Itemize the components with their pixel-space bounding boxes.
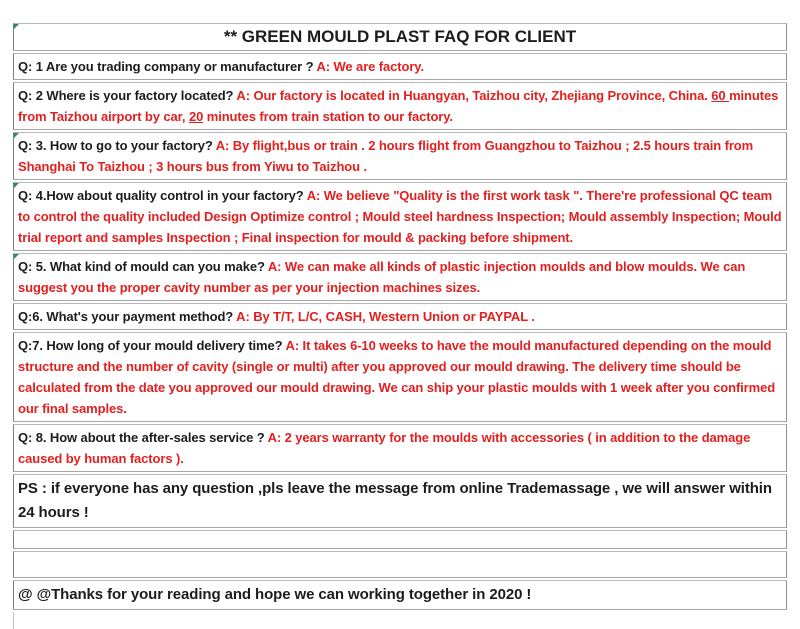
question-text: Q: 4.How about quality control in your factory?	[18, 188, 307, 203]
question-text: @ @Thanks for your reading and hope we can working together in 2020 !	[18, 586, 532, 603]
answer-text: 60	[711, 88, 730, 103]
faq-row	[13, 53, 787, 80]
sheet-title: ** GREEN MOULD PLAST FAQ FOR CLIENT	[13, 23, 787, 51]
question-text: Q: 3. How to go to your factory?	[18, 138, 216, 153]
faq-row	[13, 424, 787, 472]
faq-row	[13, 132, 787, 180]
empty-row	[13, 551, 787, 578]
question-text: PS : if everyone has any question ,pls leave the message from online Trademassage , we will answer within 24 hours !	[18, 480, 772, 521]
answer-text: minutes from train station to our factory.	[203, 109, 453, 124]
faq-rows-container	[13, 53, 787, 610]
answer-text: minutes from Taizhou airport by car,	[18, 88, 779, 124]
faq-row	[13, 580, 787, 610]
faq-row	[13, 474, 787, 528]
empty-row	[13, 530, 787, 549]
question-text: Q: 1 Are you trading company or manufacturer ?	[18, 59, 317, 74]
faq-row	[13, 303, 787, 330]
faq-sheet	[13, 23, 787, 629]
answer-text: A: 2 years warranty for the moulds with accessories ( in addition to the damage caused by human factors ).	[18, 430, 751, 466]
faq-row	[13, 82, 787, 130]
question-text: Q: 8. How about the after-sales service ?	[18, 430, 268, 445]
question-text: Q:7. How long of your mould delivery time?	[18, 338, 286, 353]
answer-text: 20	[188, 109, 204, 124]
answer-text: A: We believe "Quality is the first work task ". There're professional QC team to control the quality included Design Optimize control ; Mould steel hardness Inspection; Mould assembly Inspection; Mould trial report and samples Inspection ; Final inspection for mould & packing before shipment.	[18, 188, 782, 245]
question-text: Q: 2 Where is your factory located?	[18, 88, 237, 103]
answer-text: A: We are factory.	[316, 59, 424, 74]
answer-text: A: Our factory is located in Huangyan, Taizhou city, Zhejiang Province, China.	[236, 88, 712, 103]
faq-row	[13, 182, 787, 251]
answer-text: A: By T/T, L/C, CASH, Western Union or PAYPAL .	[236, 309, 535, 324]
answer-text: A: It takes 6-10 weeks to have the mould manufactured depending on the mould structure and the number of cavity (single or multi) after you approved our mould drawing. The delivery time should be calculated from the date you approved our mould drawing. We can ship your plastic moulds with 1 week after you confirmed our final samples.	[18, 338, 776, 416]
bottom-cell-stub	[13, 612, 787, 629]
answer-text: A: We can make all kinds of plastic injection moulds and blow moulds. We can suggest you the proper cavity number as per your injection machines sizes.	[18, 259, 746, 295]
faq-row	[13, 332, 787, 422]
answer-text: A: By flight,bus or train . 2 hours flight from Guangzhou to Taizhou ; 2.5 hours train from Shanghai To Taizhou ; 3 hours bus from Yiwu to Taizhou .	[18, 138, 754, 174]
question-text: Q:6. What's your payment method?	[18, 309, 237, 324]
faq-row	[13, 253, 787, 301]
question-text: Q: 5. What kind of mould can you make?	[18, 259, 268, 274]
